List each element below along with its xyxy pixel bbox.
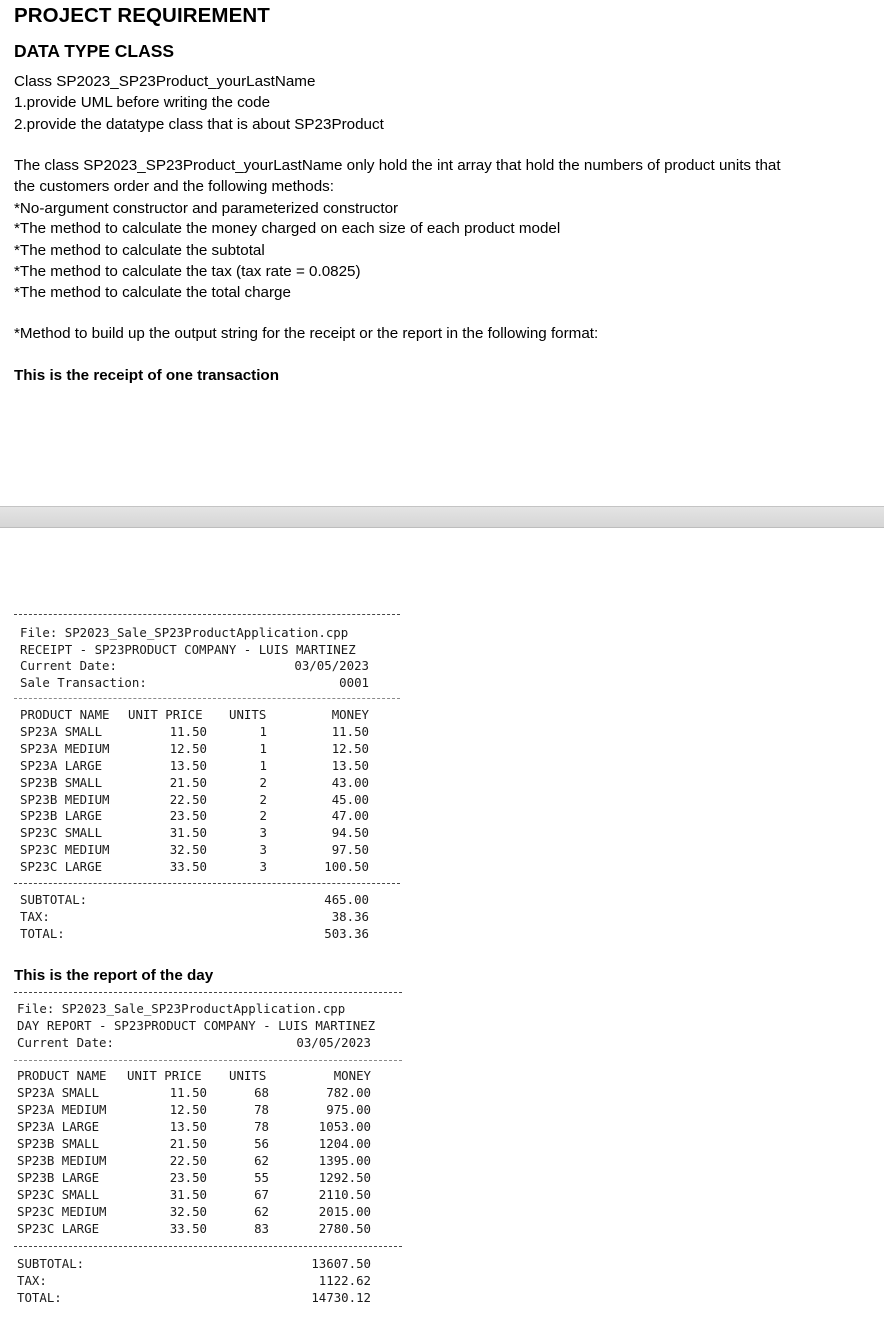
report-cell-product-name: SP23B SMALL [17, 1136, 100, 1151]
receipt-cell-product-name: SP23A SMALL [20, 723, 103, 739]
receipt-cell-units: 3 [259, 859, 267, 875]
receipt-cell-product-name: SP23A MEDIUM [20, 740, 110, 756]
report-cell-money: 782.00 [326, 1085, 371, 1100]
report-cell-money: 2780.50 [318, 1221, 371, 1236]
receipt-tax-value: 38.36 [331, 909, 369, 924]
receipt-cell-unit-price: 33.50 [169, 859, 207, 875]
report-cell-units: 67 [254, 1187, 269, 1202]
receipt-title-line: RECEIPT - SP23PRODUCT COMPANY - LUIS MARTINEZ [20, 642, 356, 657]
report-cell-money: 1395.00 [318, 1153, 371, 1168]
report-cell-units: 78 [254, 1102, 269, 1117]
intro-line: 1.provide UML before writing the code [14, 94, 271, 111]
dashed-separator [14, 614, 400, 615]
intro-line: Class SP2023_SP23Product_yourLastName [14, 73, 316, 90]
receipt-cell-unit-price: 13.50 [169, 757, 207, 773]
report-cell-product-name: SP23A LARGE [17, 1119, 100, 1134]
receipt-cell-money: 12.50 [331, 740, 369, 756]
receipt-cell-units: 1 [259, 740, 267, 756]
receipt-file-line: File: SP2023_Sale_SP23ProductApplication.cpp [20, 625, 349, 640]
receipt-cell-product-name: SP23C MEDIUM [20, 842, 110, 858]
receipt-txn-value: 0001 [339, 675, 369, 690]
report-cell-product-name: SP23C MEDIUM [17, 1204, 107, 1219]
receipt-cell-product-name: SP23B SMALL [20, 774, 103, 790]
description-line: the customers order and the following methods: [14, 178, 334, 195]
method-line: *Method to build up the output string for the receipt or the report in the following format: [14, 325, 599, 342]
report-cell-product-name: SP23B MEDIUM [17, 1153, 107, 1168]
report-cell-unit-price: 23.50 [169, 1170, 207, 1185]
receipt-cell-money: 13.50 [331, 757, 369, 773]
report-cell-units: 78 [254, 1119, 269, 1134]
receipt-cell-unit-price: 12.50 [169, 740, 207, 756]
report-subtotal-label: SUBTOTAL: [17, 1256, 85, 1271]
description-line: *No-argument constructor and parameterized constructor [14, 200, 399, 217]
report-cell-money: 1204.00 [318, 1136, 371, 1151]
report-subtotal-value: 13607.50 [311, 1256, 371, 1271]
report-cell-product-name: SP23C LARGE [17, 1221, 100, 1236]
report-cell-unit-price: 32.50 [169, 1204, 207, 1219]
receipt-cell-money: 45.00 [331, 791, 369, 807]
report-date-value: 03/05/2023 [296, 1035, 371, 1050]
report-date-label: Current Date: [17, 1035, 114, 1050]
receipt-cell-unit-price: 31.50 [169, 825, 207, 841]
description-line: *The method to calculate the tax (tax rate = 0.0825) [14, 263, 361, 280]
report-cell-money: 2015.00 [318, 1204, 371, 1219]
description-line: The class SP2023_SP23Product_yourLastName only hold the int array that hold the numbers of product units that [14, 157, 781, 174]
dashed-separator [14, 1060, 402, 1061]
report-header-money: MONEY [333, 1068, 371, 1083]
dashed-separator [14, 1246, 402, 1247]
report-tax-label: TAX: [17, 1273, 47, 1288]
report-cell-units: 62 [254, 1153, 269, 1168]
report-title-line: DAY REPORT - SP23PRODUCT COMPANY - LUIS MARTINEZ [17, 1018, 376, 1033]
receipt-cell-money: 11.50 [331, 723, 369, 739]
report-header-units: UNITS [229, 1068, 267, 1083]
intro-line: 2.provide the datatype class that is about SP23Product [14, 116, 384, 133]
receipt-cell-product-name: SP23B LARGE [20, 808, 103, 824]
report-cell-money: 1053.00 [318, 1119, 371, 1134]
receipt-tax-label: TAX: [20, 909, 50, 924]
receipt-cell-units: 1 [259, 757, 267, 773]
receipt-header-product-name: PRODUCT NAME [20, 707, 110, 722]
report-cell-units: 62 [254, 1204, 269, 1219]
description-line: *The method to calculate the total charge [14, 284, 291, 301]
page-title: PROJECT REQUIREMENT [14, 4, 270, 27]
report-cell-unit-price: 33.50 [169, 1221, 207, 1236]
report-total-value: 14730.12 [311, 1290, 371, 1305]
report-cell-unit-price: 12.50 [169, 1102, 207, 1117]
receipt-cell-product-name: SP23B MEDIUM [20, 791, 110, 807]
section-subtitle: DATA TYPE CLASS [14, 41, 175, 61]
receipt-date-value: 03/05/2023 [294, 658, 369, 673]
report-cell-product-name: SP23C SMALL [17, 1187, 100, 1202]
receipt-cell-units: 1 [259, 723, 267, 739]
receipt-header-money: MONEY [331, 707, 369, 722]
receipt-cell-money: 100.50 [324, 859, 369, 875]
report-cell-units: 68 [254, 1085, 269, 1100]
page-divider [0, 506, 884, 528]
description-line: *The method to calculate the money charged on each size of each product model [14, 220, 561, 237]
report-tax-value: 1122.62 [318, 1273, 371, 1288]
report-cell-units: 56 [254, 1136, 269, 1151]
dashed-separator [14, 992, 402, 993]
report-cell-product-name: SP23B LARGE [17, 1170, 100, 1185]
receipt-header-units: UNITS [229, 707, 267, 722]
report-cell-units: 83 [254, 1221, 269, 1236]
receipt-cell-unit-price: 21.50 [169, 774, 207, 790]
dashed-separator [14, 698, 400, 699]
receipt-cell-money: 43.00 [331, 774, 369, 790]
report-file-line: File: SP2023_Sale_SP23ProductApplication.cpp [17, 1001, 346, 1016]
receipt-cell-unit-price: 22.50 [169, 791, 207, 807]
receipt-cell-units: 3 [259, 825, 267, 841]
receipt-date-label: Current Date: [20, 658, 117, 673]
receipt-cell-units: 2 [259, 808, 267, 824]
receipt-total-label: TOTAL: [20, 926, 65, 941]
dashed-separator [14, 883, 400, 884]
report-heading: This is the report of the day [14, 967, 214, 984]
receipt-total-value: 503.36 [324, 926, 369, 941]
receipt-cell-product-name: SP23C SMALL [20, 825, 103, 841]
report-cell-unit-price: 11.50 [169, 1085, 207, 1100]
report-cell-money: 975.00 [326, 1102, 371, 1117]
receipt-subtotal-label: SUBTOTAL: [20, 892, 88, 907]
receipt-txn-label: Sale Transaction: [20, 675, 147, 690]
report-cell-unit-price: 13.50 [169, 1119, 207, 1134]
description-line: *The method to calculate the subtotal [14, 242, 265, 259]
report-cell-money: 2110.50 [318, 1187, 371, 1202]
receipt-cell-product-name: SP23C LARGE [20, 859, 103, 875]
receipt-cell-unit-price: 11.50 [169, 723, 207, 739]
report-header-product-name: PRODUCT NAME [17, 1068, 107, 1083]
receipt-cell-units: 3 [259, 842, 267, 858]
report-cell-product-name: SP23A SMALL [17, 1085, 100, 1100]
report-header-unit-price: UNIT PRICE [127, 1068, 202, 1083]
report-total-label: TOTAL: [17, 1290, 62, 1305]
report-cell-product-name: SP23A MEDIUM [17, 1102, 107, 1117]
receipt-cell-product-name: SP23A LARGE [20, 757, 103, 773]
report-cell-unit-price: 21.50 [169, 1136, 207, 1151]
report-cell-units: 55 [254, 1170, 269, 1185]
receipt-cell-money: 97.50 [331, 842, 369, 858]
receipt-cell-money: 47.00 [331, 808, 369, 824]
receipt-cell-units: 2 [259, 791, 267, 807]
receipt-cell-unit-price: 32.50 [169, 842, 207, 858]
receipt-cell-units: 2 [259, 774, 267, 790]
report-cell-unit-price: 31.50 [169, 1187, 207, 1202]
receipt-cell-unit-price: 23.50 [169, 808, 207, 824]
report-cell-unit-price: 22.50 [169, 1153, 207, 1168]
receipt-cell-money: 94.50 [331, 825, 369, 841]
receipt-subtotal-value: 465.00 [324, 892, 369, 907]
receipt-header-unit-price: UNIT PRICE [128, 707, 203, 722]
receipt-heading: This is the receipt of one transaction [14, 367, 279, 384]
report-cell-money: 1292.50 [318, 1170, 371, 1185]
